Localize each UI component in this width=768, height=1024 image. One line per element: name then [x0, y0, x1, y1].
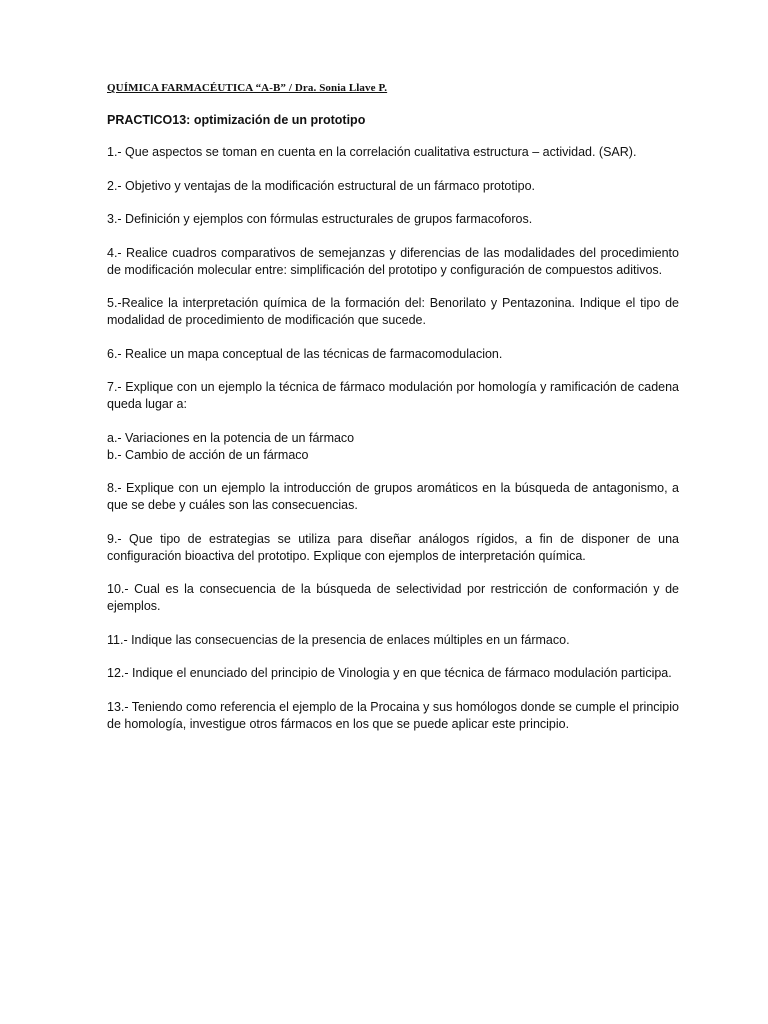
question-8: 8.- Explique con un ejemplo la introducción de grupos aromáticos en la búsqueda de antagonismo, a que se debe y cuáles son las consecuencias.	[107, 481, 679, 512]
question-4: 4.- Realice cuadros comparativos de semejanzas y diferencias de las modalidades del procedimiento de modificación molecular entre: simplificación del prototipo y configuración de compuestos aditivos.	[107, 245, 679, 277]
question-6: 6.- Realice un mapa conceptual de las técnicas de farmacomodulacion.	[107, 346, 503, 361]
question-7a: a.- Variaciones en la potencia de un fármaco	[107, 430, 355, 445]
question-1: 1.- Que aspectos se toman en cuenta en la correlación cualitativa estructura – actividad. (SAR).	[107, 145, 637, 159]
question-11: 11.- Indique las consecuencias de la presencia de enlaces múltiples en un fármaco.	[107, 632, 570, 647]
question-10: 10.- Cual es la consecuencia de la búsqueda de selectividad por restricción de conformación y de ejemplos.	[107, 582, 679, 613]
question-9: 9.- Que tipo de estrategias se utiliza para diseñar análogos rígidos, a fin de disponer de una configuración bioactiva del prototipo. Explique con ejemplos de interpretación química.	[107, 531, 679, 563]
question-12: 12.- Indique el enunciado del principio de Vinologia y en que técnica de fármaco modulación participa.	[107, 666, 672, 680]
document-body	[107, 81, 679, 749]
question-7: 7.- Explique con un ejemplo la técnica de fármaco modulación por homología y ramificación de cadena queda lugar a:	[107, 380, 679, 411]
question-13: 13.- Teniendo como referencia el ejemplo de la Procaina y sus homólogos donde se cumple el principio de homología, investigue otros fármacos en los que se puede aplicar este principio.	[107, 699, 679, 731]
course-title: QUÍMICA FARMACÉUTICA “A-B” / Dra. Sonia Llave P.	[107, 82, 388, 94]
question-2: 2.- Objetivo y ventajas de la modificación estructural de un fármaco prototipo.	[107, 178, 535, 193]
question-7b: b.- Cambio de acción de un fármaco	[107, 447, 309, 462]
practice-title: PRACTICO13: optimización de un prototipo	[107, 113, 366, 127]
question-5: 5.-Realice la interpretación química de la formación del: Benorilato y Pentazonina. Indique el tipo de modalidad de procedimiento de modificación que sucede.	[107, 296, 679, 327]
question-3: 3.- Definición y ejemplos con fórmulas estructurales de grupos farmacoforos.	[107, 212, 533, 226]
